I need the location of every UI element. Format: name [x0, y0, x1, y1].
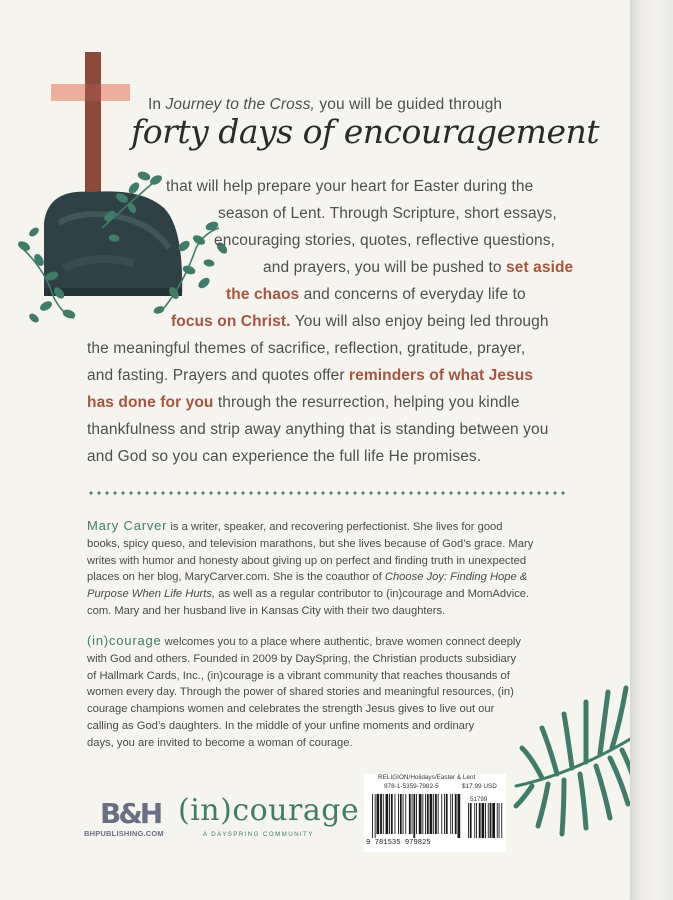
barcode-bars — [364, 794, 506, 840]
barcode-price: $17.99 USD — [462, 783, 497, 790]
palm-frond-icon — [512, 678, 632, 848]
tomb-stone-icon — [44, 191, 182, 296]
incourage-logo: (in)courage A DAYSPRING COMMUNITY — [178, 793, 360, 838]
description-line-4: encouraging stories, quotes, reflective questions, — [214, 232, 556, 249]
dotted-divider — [87, 490, 567, 496]
publisher-name: (in)courage — [87, 633, 162, 648]
isbn-barcode — [364, 774, 506, 852]
description-line-10: has done for you through the resurrection, helping you kindle — [87, 394, 520, 411]
description-line-2: that will help prepare your heart for Easter during the — [166, 178, 534, 195]
script-heading: forty days of encouragement — [131, 112, 600, 151]
author-name: Mary Carver — [87, 518, 168, 533]
description-line-1: In Journey to the Cross, you will be guided through — [148, 96, 503, 113]
description-line-11: thankfulness and strip away anything that is standing between you — [87, 421, 549, 438]
author-bio: Mary Carver is a writer, speaker, and recovering perfectionist. She lives for good books, spicy queso, and television marathons, but she lives because of God’s grace. Mary writes with humor and honesty about giving up on perfect and finding truth in unexpected places on her blog, MaryCarver.com. She is the coauthor of Choose Joy: Finding Hope & Purpose When Life Hurts, as well as a regular contributor to (in)courage and MomAdvice. com. Mary and her husband live in Kansas City with their two daughters. — [87, 518, 534, 617]
description-line-12: and God so you can experience the full life He promises. — [87, 448, 482, 465]
barcode-category: RELIGION/Holidays/Easter & Lent — [378, 774, 476, 781]
description-line-7: focus on Christ. You will also enjoy being led through — [171, 313, 549, 330]
book-spine-edge — [630, 0, 673, 900]
publisher-bio: (in)courage welcomes you to a place where authentic, brave women connect deeply with God and others. Founded in 2009 by DaySpring, the Christian products subsidiary of Hallmark Cards, Inc., (in)courage is a vibrant community that reaches thousands of women every day. Through the power of shared stories and meaningful resources, (in) courage champions women and celebrates the strength Jesus gives to live out our calling as God’s daughters. In the middle of your unfine moments and ordinary days, you are invited to become a woman of courage. — [87, 633, 522, 749]
barcode-addon-number: 51799 — [470, 796, 488, 803]
barcode-main-number: 9 781535 979825 — [366, 839, 431, 847]
barcode-isbn: 978-1-5359-7982-5 — [384, 783, 439, 790]
bh-publishing-logo: B&H BHPUBLISHING.COM — [84, 797, 164, 838]
cross-icon — [51, 52, 130, 202]
description-line-6: the chaos and concerns of everyday life to — [226, 286, 526, 303]
description-line-3: season of Lent. Through Scripture, short essays, — [218, 205, 557, 222]
description-line-8: the meaningful themes of sacrifice, reflection, gratitude, prayer, — [87, 340, 526, 357]
description-line-9: and fasting. Prayers and quotes offer reminders of what Jesus — [87, 367, 534, 384]
description-line-5: and prayers, you will be pushed to set aside — [263, 259, 574, 276]
